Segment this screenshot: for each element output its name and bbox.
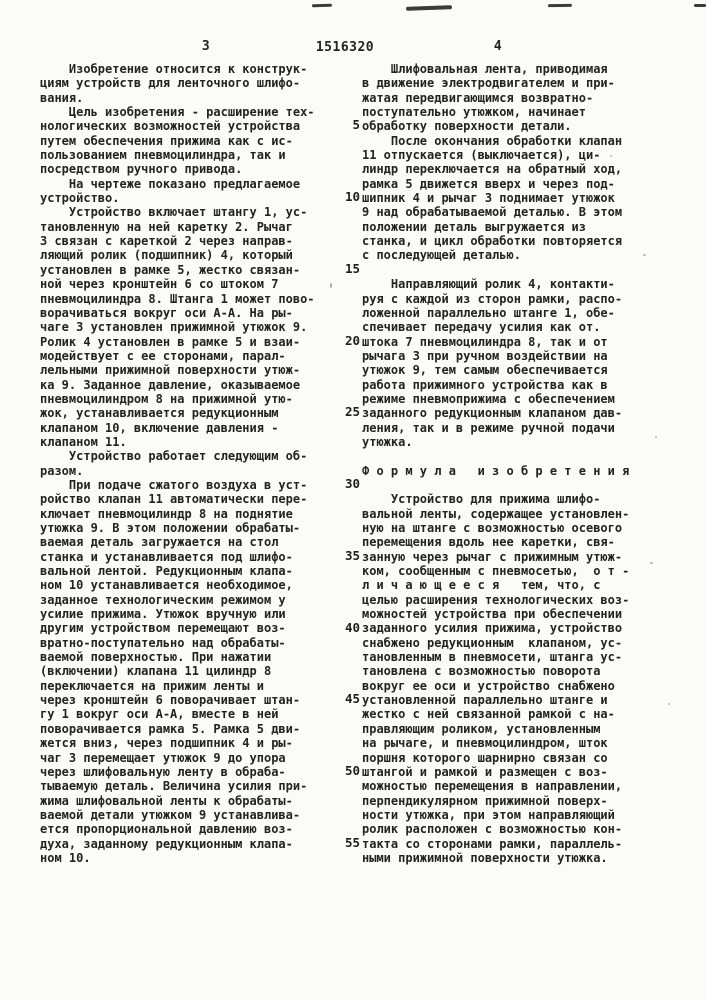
text-line: целью расширения технологических воз- [362,592,630,607]
text-line: перпендикулярном прижимной поверх- [362,793,608,808]
text-line: поршня которого шарнирно связан со [362,750,608,765]
text-line: нологических возможностей устройства [40,119,301,134]
text-line: л и ч а ю щ е е с я тем, что, с [362,578,601,593]
text-line: На чертеже показано предлагаемое [40,176,301,191]
text-line: спечивает передачу усилия как от. [362,320,601,335]
text-line: лельными прижимной поверхности утюж- [40,363,301,378]
text-line: пользованием пневмоцилиндра, так и [40,148,286,163]
text-line: станка и устанавливается под шлифо- [40,549,293,564]
text-line: модействует с ее сторонами, парал- [40,348,286,363]
text-line: утюжок 9, тем самым обеспечивается [362,363,608,378]
line-number: 5 [352,117,360,133]
text-line: можностей устройства при обеспечении [362,607,623,622]
text-line [362,478,660,492]
text-line: режиме пневмоприжима с обеспечением [362,391,615,406]
line-number: 15 [344,260,360,276]
text-line: вания. [40,90,84,105]
text-line: гу 1 вокруг оси А-А, вместе в ней [40,707,279,722]
text-line: ными прижимной поверхности утюжка. [362,850,608,865]
text-line: перемещения вдоль нее каретки, свя- [362,535,615,550]
line-number: 40 [344,619,360,635]
text-line: ка 9. Заданное давление, оказываемое [40,377,301,392]
text-line: вальной лентой. Редукционным клапа- [40,564,293,579]
text-line: рычага 3 при ручном воздействии на [362,348,608,363]
text-line: После окончания обработки клапан [362,133,623,148]
text-line: правляющим роликом, установленным [362,721,601,736]
text-line: заданное технологическим режимом у [40,592,286,607]
text-line: ваемой поверхностью. При нажатии [40,650,272,665]
text-line: тановленным в пневмосети, штанга ус- [362,650,623,665]
patent-number: 1516320 [315,40,375,55]
text-line: ваемая деталь загружается на стол [40,535,279,550]
text-line: ности утюжка, при этом направляющий [362,807,615,822]
text-line: на рычаге, и пневмоцилиндром, шток [362,736,608,751]
text-line: жима шлифовальной ленты к обрабаты- [40,793,293,808]
line-number: 10 [344,189,360,205]
text-line: разом. [40,463,84,478]
scan-mark [312,4,332,8]
text-line: можностью перемещения в направлении, [362,779,623,794]
scan-speck [643,254,646,256]
text-line: ной через кронштейн 6 со штоком 7 [40,277,279,292]
text-line: пневмоцилиндра 8. Штанга 1 может пово- [40,291,315,306]
text-line: поступательно утюжком, начинает [362,105,586,120]
text-line: ется пропорциональной давлению воз- [40,822,293,837]
text-line: ления, так и в режиме ручной подачи [362,420,615,435]
left-text-column [40,62,338,865]
line-number-gutter [334,0,360,1000]
text-line: клапаном 10, включение давления - [40,420,279,435]
text-line: штока 7 пневмоцилиндра 8, так и от [362,334,608,349]
text-line: снабжено редукционным клапаном, ус- [362,635,623,650]
scan-speck [668,703,670,705]
text-line: штангой и рамкой и размещен с воз- [362,764,608,779]
scan-mark [694,4,706,7]
text-line: духа, заданному редукционным клапа- [40,836,293,851]
text-line: тановлена с возможностью поворота [362,664,601,679]
text-line: поворачивается рамка 5. Рамка 5 дви- [40,721,301,736]
scan-speck [610,155,612,157]
text-line: вокруг ее оси и устройство снабжено [362,678,615,693]
text-line: жатая передвигающимся возвратно- [362,90,594,105]
text-line: с последующей деталью. [362,248,521,263]
line-number: 35 [344,547,360,563]
text-line: утюжка 9. В этом положении обрабаты- [40,521,301,535]
text-line: другим устройством перемещают воз- [40,621,286,636]
text-line: станка, и цикл обработки повторяется [362,234,623,249]
text-line: Ф о р м у л а и з о б р е т е н и я [362,463,630,478]
text-line: Устройство включает штангу 1, ус- [40,205,308,220]
text-line: Устройство работает следующим об- [40,449,308,464]
line-number: 20 [344,332,360,348]
scan-mark [406,5,452,11]
text-line: циям устройств для ленточного шлифо- [40,76,301,91]
text-line: вальной ленты, содержащее установлен- [362,506,630,521]
text-line: 3 связан с кареткой 2 через направ- [40,234,293,249]
text-line: установлен в рамке 5, жестко связан- [40,262,301,277]
text-line: Изобретение относится к конструк- [40,62,308,76]
text-line: усилие прижима. Утюжок вручную или [40,607,286,622]
text-line: ворачиваться вокруг оси А-А. На ры- [40,305,293,320]
text-line: ном 10. [40,850,91,865]
text-line: (включении) клапана 11 цилиндр 8 [40,664,272,679]
text-line: заданного усилия прижима, устройство [362,621,623,636]
text-line: ваемой детали утюжком 9 устанавлива- [40,807,301,822]
text-line: ном 10 устанавливается необходимое, [40,578,293,593]
text-line: ключает пневмоцилиндр 8 на поднятие [40,506,293,521]
text-line: ком, сообщенным с пневмосетью, о т - [362,564,630,579]
text-line: руя с каждой из сторон рамки, распо- [362,291,623,306]
text-line: ройство клапан 11 автоматически пере- [40,492,308,507]
text-line: положении деталь выгружается из [362,219,586,234]
line-number: 45 [344,691,360,707]
text-line: Шлифовальная лента, приводимая [362,62,608,76]
text-line: линдр переключается на обратный ход, [362,162,623,177]
text-line: тываемую деталь. Величина усилия при- [40,779,308,794]
text-line: посредством ручного привода. [40,162,243,177]
text-line: путем обеспечения прижима как с ис- [40,133,293,148]
text-line: такта со сторонами рамки, параллель- [362,836,623,851]
scan-speck [650,562,653,564]
text-line: шипник 4 и рычаг 3 поднимает утюжок [362,191,615,206]
text-line: вратно-поступательно над обрабаты- [40,635,286,650]
text-line [362,449,660,463]
text-line: Направляющий ролик 4, контакти- [362,277,615,292]
text-line: чаге 3 установлен прижимной утюжок 9. [40,320,308,335]
text-line: жется вниз, через подшипник 4 и ры- [40,736,293,751]
left-page-number: 3 [201,39,211,54]
text-line: 11 отпускается (выключается), ци- [362,148,601,163]
text-line: утюжка. [362,434,413,449]
text-line: пневмоцилиндром 8 на прижимной утю- [40,391,293,406]
text-line: обработку поверхности детали. [362,119,572,134]
text-line [362,263,660,277]
text-line: жок, устанавливается редукционным [40,406,279,421]
text-line: жестко с ней связанной рамкой с на- [362,707,615,722]
text-line: заданного редукционным клапаном дав- [362,406,623,421]
text-line: через кронштейн 6 поворачивает штан- [40,693,301,708]
text-line: ролик расположен с возможностью кон- [362,822,623,837]
line-number: 25 [344,404,360,420]
line-number: 50 [344,763,360,779]
scan-mark [548,4,572,7]
scan-speck [330,283,332,288]
text-line: работа прижимного устройства как в [362,377,608,392]
text-line: Ролик 4 установлен в рамке 5 и взаи- [40,334,301,349]
text-line: рамка 5 движется вверх и через под- [362,176,615,191]
text-line: тановленную на ней каретку 2. Рычаг [40,219,293,234]
text-line: Цель изобретения - расширение тех- [40,105,315,120]
text-line: 9 над обрабатываемой деталью. В этом [362,205,623,220]
text-line: чаг 3 перемещает утюжок 9 до упора [40,750,286,765]
line-number: 30 [344,476,360,492]
text-line: в движение электродвигателем и при- [362,76,615,91]
text-line: Устройство для прижима шлифо- [362,492,601,507]
text-line: переключается на прижим ленты и [40,678,264,693]
text-line: занную через рычаг с прижимным утюж- [362,549,623,564]
text-line: клапаном 11. [40,434,127,449]
text-line: ляющий ролик (подшипник) 4, который [40,248,293,263]
line-number: 55 [344,834,360,850]
right-text-column [362,62,660,865]
text-line: ную на штанге с возможностью осевого [362,521,623,535]
text-line: через шлифовальную ленту в обраба- [40,764,286,779]
text-line: ложенной параллельно штанге 1, обе- [362,305,615,320]
text-line: устройство. [40,191,120,206]
scan-speck [655,436,657,438]
right-page-number: 4 [493,39,503,54]
text-line: При подаче сжатого воздуха в уст- [40,477,308,492]
text-line: установленной параллельно штанге и [362,693,608,708]
